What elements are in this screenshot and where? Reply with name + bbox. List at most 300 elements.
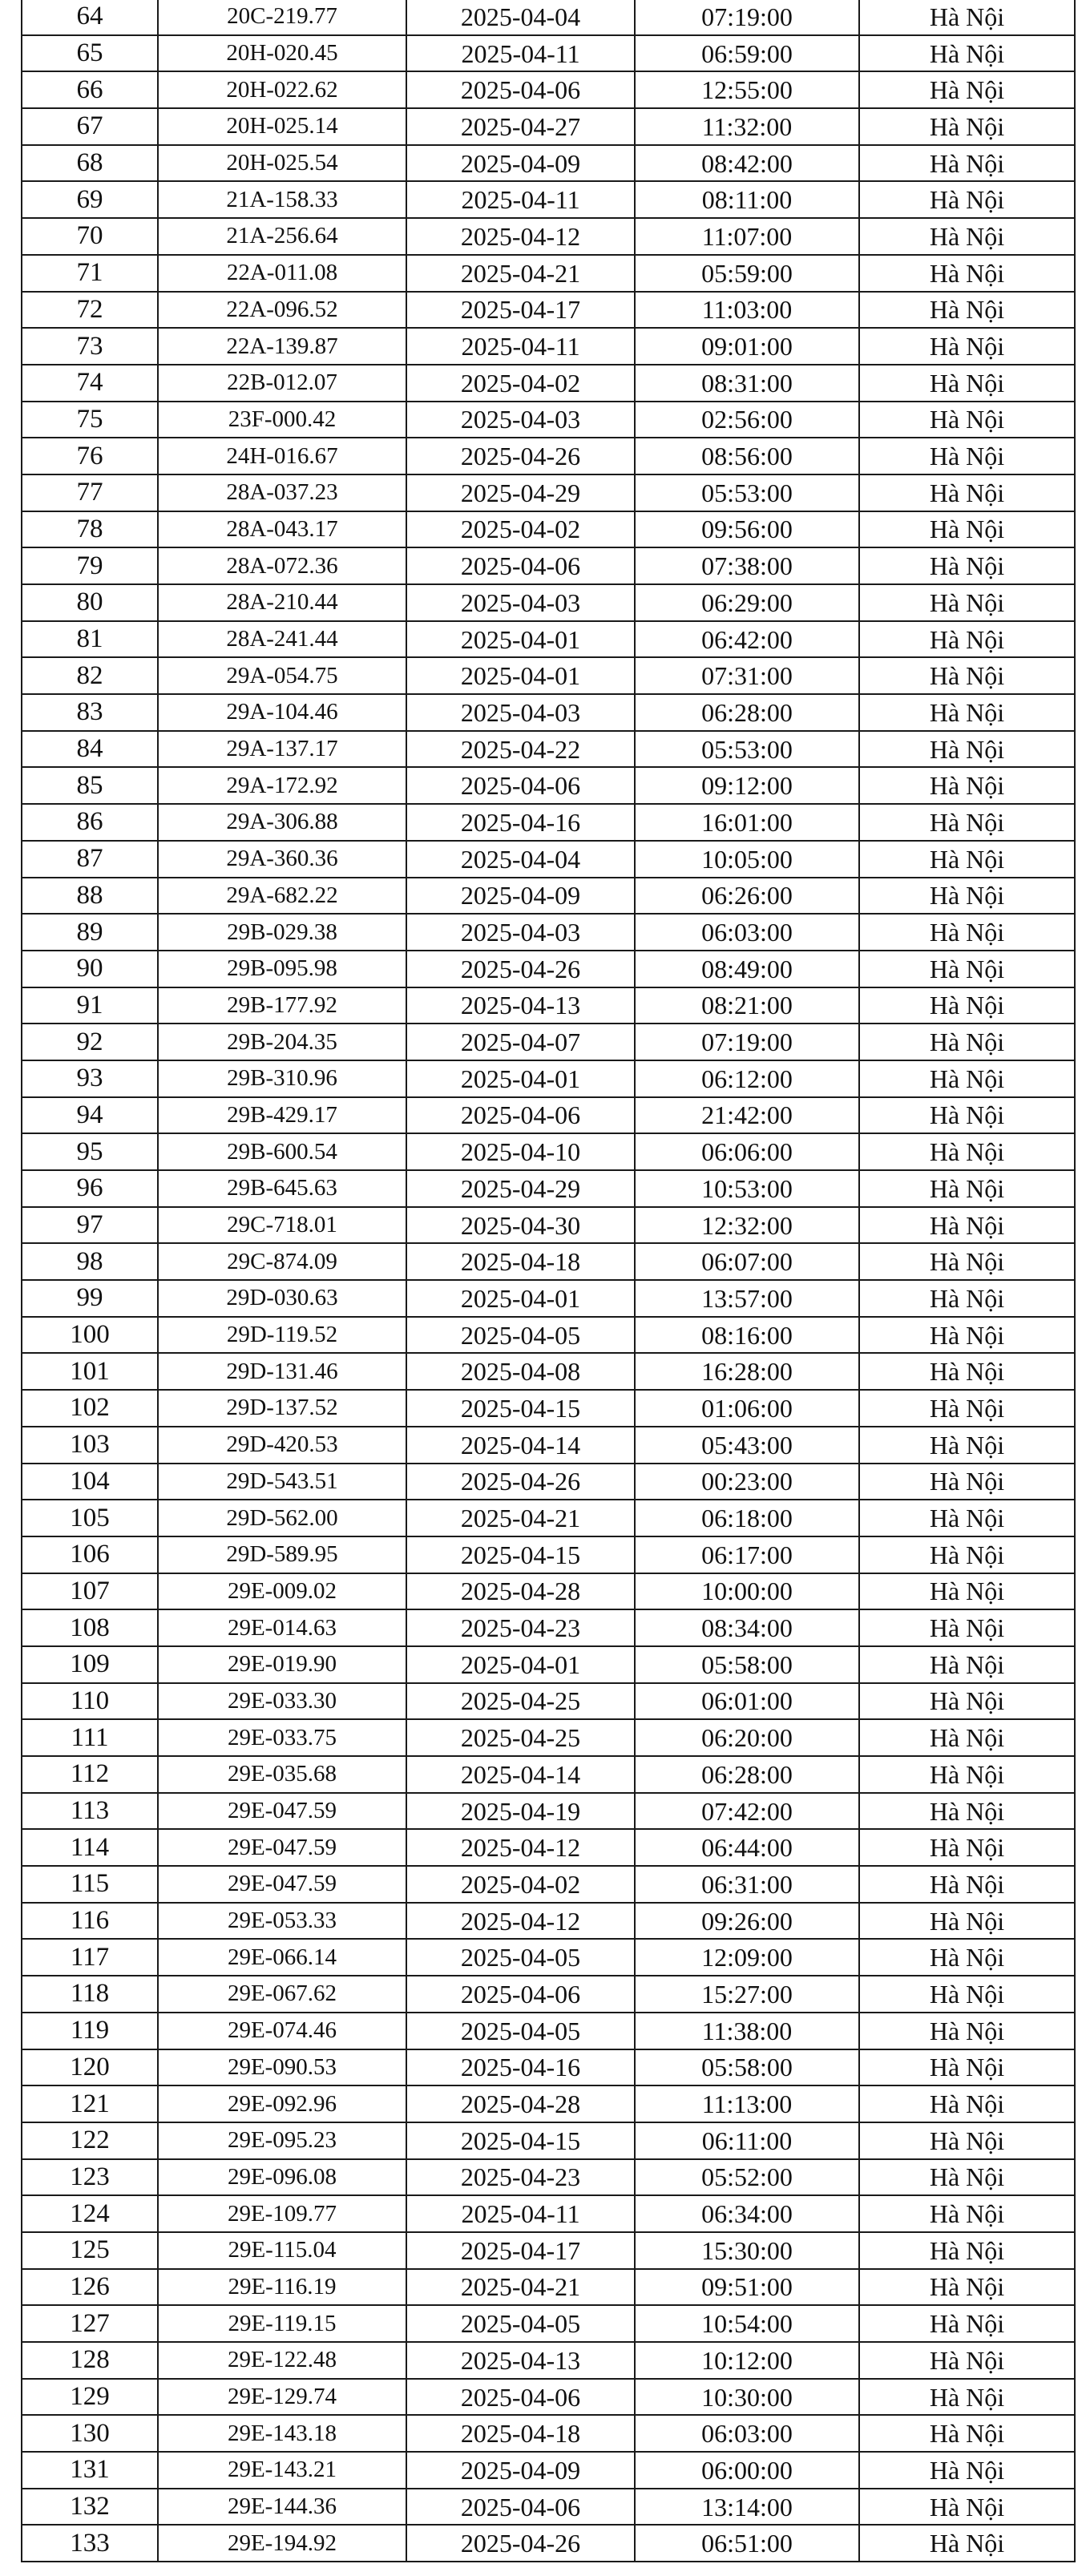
location-cell: Hà Nội (859, 2489, 1075, 2526)
date-cell: 2025-04-26 (406, 951, 635, 987)
row-number-cell: 96 (22, 1170, 158, 1207)
location-cell: Hà Nội (859, 181, 1075, 218)
license-plate-cell: 29B-429.17 (158, 1097, 406, 1134)
table-row (22, 145, 1075, 182)
table-row (22, 2159, 1075, 2196)
location-cell: Hà Nội (859, 1829, 1075, 1866)
date-cell: 2025-04-08 (406, 1353, 635, 1390)
table-row (22, 1976, 1075, 2013)
row-number-cell: 129 (22, 2379, 158, 2416)
date-cell: 2025-04-10 (406, 1133, 635, 1170)
row-number-cell: 102 (22, 1390, 158, 1427)
date-cell: 2025-04-05 (406, 1939, 635, 1976)
time-cell: 10:53:00 (635, 1170, 859, 1207)
row-number-cell: 97 (22, 1207, 158, 1244)
location-cell: Hà Nội (859, 0, 1075, 35)
location-cell: Hà Nội (859, 1683, 1075, 1720)
license-plate-cell: 29E-090.53 (158, 2049, 406, 2086)
time-cell: 15:30:00 (635, 2232, 859, 2269)
table-row (22, 218, 1075, 255)
location-cell: Hà Nội (859, 2013, 1075, 2049)
table-row (22, 402, 1075, 438)
date-cell: 2025-04-03 (406, 694, 635, 731)
location-cell: Hà Nội (859, 108, 1075, 145)
license-plate-cell: 29E-143.21 (158, 2452, 406, 2489)
license-plate-cell: 29B-600.54 (158, 1133, 406, 1170)
row-number-cell: 74 (22, 365, 158, 402)
time-cell: 13:57:00 (635, 1280, 859, 1317)
date-cell: 2025-04-11 (406, 2195, 635, 2232)
row-number-cell: 95 (22, 1133, 158, 1170)
time-cell: 05:58:00 (635, 2049, 859, 2086)
license-plate-cell: 29E-033.75 (158, 1719, 406, 1756)
date-cell: 2025-04-17 (406, 292, 635, 329)
location-cell: Hà Nội (859, 255, 1075, 292)
time-cell: 12:09:00 (635, 1939, 859, 1976)
location-cell: Hà Nội (859, 1353, 1075, 1390)
time-cell: 09:26:00 (635, 1903, 859, 1940)
location-cell: Hà Nội (859, 2269, 1075, 2306)
date-cell: 2025-04-01 (406, 1646, 635, 1683)
license-plate-cell: 29D-137.52 (158, 1390, 406, 1427)
license-plate-cell: 29B-177.92 (158, 987, 406, 1024)
time-cell: 07:38:00 (635, 547, 859, 584)
row-number-cell: 80 (22, 584, 158, 621)
location-cell: Hà Nội (859, 841, 1075, 878)
license-plate-cell: 29E-074.46 (158, 2013, 406, 2049)
table-row (22, 255, 1075, 292)
license-plate-cell: 28A-241.44 (158, 621, 406, 658)
table-row (22, 731, 1075, 768)
time-cell: 06:17:00 (635, 1536, 859, 1573)
time-cell: 10:30:00 (635, 2379, 859, 2416)
date-cell: 2025-04-15 (406, 1390, 635, 1427)
date-cell: 2025-04-21 (406, 2269, 635, 2306)
row-number-cell: 77 (22, 474, 158, 511)
time-cell: 06:28:00 (635, 1756, 859, 1793)
location-cell: Hà Nội (859, 1903, 1075, 1940)
license-plate-cell: 29A-172.92 (158, 767, 406, 804)
table-row (22, 181, 1075, 218)
license-plate-cell: 29E-144.36 (158, 2489, 406, 2526)
date-cell: 2025-04-02 (406, 1866, 635, 1903)
location-cell: Hà Nội (859, 1060, 1075, 1097)
license-plate-cell: 29E-143.18 (158, 2415, 406, 2452)
date-cell: 2025-04-02 (406, 511, 635, 548)
date-cell: 2025-04-19 (406, 1793, 635, 1830)
table-row (22, 987, 1075, 1024)
location-cell: Hà Nội (859, 2159, 1075, 2196)
license-plate-cell: 21A-256.64 (158, 218, 406, 255)
license-plate-cell: 29E-019.90 (158, 1646, 406, 1683)
license-plate-cell: 29B-645.63 (158, 1170, 406, 1207)
table-row (22, 1317, 1075, 1354)
row-number-cell: 103 (22, 1427, 158, 1464)
table-row (22, 2415, 1075, 2452)
table-row (22, 1683, 1075, 1720)
table-row (22, 1243, 1075, 1280)
row-number-cell: 83 (22, 694, 158, 731)
table-row (22, 2489, 1075, 2526)
license-plate-cell: 29E-129.74 (158, 2379, 406, 2416)
table-row (22, 1060, 1075, 1097)
time-cell: 05:43:00 (635, 1427, 859, 1464)
location-cell: Hà Nội (859, 328, 1075, 365)
location-cell: Hà Nội (859, 584, 1075, 621)
table-row (22, 2122, 1075, 2159)
date-cell: 2025-04-11 (406, 35, 635, 72)
location-cell: Hà Nội (859, 804, 1075, 841)
row-number-cell: 84 (22, 731, 158, 768)
time-cell: 08:16:00 (635, 1317, 859, 1354)
time-cell: 06:42:00 (635, 621, 859, 658)
date-cell: 2025-04-06 (406, 2489, 635, 2526)
location-cell: Hà Nội (859, 1464, 1075, 1500)
location-cell: Hà Nội (859, 1133, 1075, 1170)
table-row (22, 1793, 1075, 1830)
table-row (22, 1609, 1075, 1646)
row-number-cell: 127 (22, 2305, 158, 2342)
location-cell: Hà Nội (859, 1793, 1075, 1830)
time-cell: 11:07:00 (635, 218, 859, 255)
license-plate-cell: 29E-067.62 (158, 1976, 406, 2013)
time-cell: 08:56:00 (635, 438, 859, 474)
date-cell: 2025-04-14 (406, 1427, 635, 1464)
license-plate-cell: 24H-016.67 (158, 438, 406, 474)
date-cell: 2025-04-25 (406, 1719, 635, 1756)
row-number-cell: 109 (22, 1646, 158, 1683)
table-row (22, 474, 1075, 511)
row-number-cell: 125 (22, 2232, 158, 2269)
date-cell: 2025-04-14 (406, 1756, 635, 1793)
location-cell: Hà Nội (859, 1170, 1075, 1207)
location-cell: Hà Nội (859, 2342, 1075, 2379)
row-number-cell: 100 (22, 1317, 158, 1354)
license-plate-cell: 29E-122.48 (158, 2342, 406, 2379)
table-row (22, 0, 1075, 35)
row-number-cell: 113 (22, 1793, 158, 1830)
location-cell: Hà Nội (859, 35, 1075, 72)
location-cell: Hà Nội (859, 1024, 1075, 1060)
table-row (22, 1500, 1075, 1536)
row-number-cell: 116 (22, 1903, 158, 1940)
location-cell: Hà Nội (859, 694, 1075, 731)
date-cell: 2025-04-23 (406, 1609, 635, 1646)
location-cell: Hà Nội (859, 2049, 1075, 2086)
location-cell: Hà Nội (859, 951, 1075, 987)
date-cell: 2025-04-06 (406, 547, 635, 584)
location-cell: Hà Nội (859, 621, 1075, 658)
location-cell: Hà Nội (859, 1243, 1075, 1280)
location-cell: Hà Nội (859, 657, 1075, 694)
time-cell: 06:29:00 (635, 584, 859, 621)
license-plate-cell: 22A-096.52 (158, 292, 406, 329)
license-plate-cell: 29D-420.53 (158, 1427, 406, 1464)
date-cell: 2025-04-16 (406, 804, 635, 841)
time-cell: 11:13:00 (635, 2085, 859, 2122)
time-cell: 21:42:00 (635, 1097, 859, 1134)
license-plate-cell: 29E-066.14 (158, 1939, 406, 1976)
row-number-cell: 132 (22, 2489, 158, 2526)
row-number-cell: 111 (22, 1719, 158, 1756)
license-plate-cell: 29D-589.95 (158, 1536, 406, 1573)
table-row (22, 1903, 1075, 1940)
time-cell: 06:26:00 (635, 878, 859, 915)
license-plate-cell: 21A-158.33 (158, 181, 406, 218)
license-plate-cell: 29A-137.17 (158, 731, 406, 768)
table-row (22, 2379, 1075, 2416)
license-plate-cell: 22A-139.87 (158, 328, 406, 365)
date-cell: 2025-04-07 (406, 1024, 635, 1060)
date-cell: 2025-04-12 (406, 1829, 635, 1866)
date-cell: 2025-04-04 (406, 841, 635, 878)
date-cell: 2025-04-28 (406, 1573, 635, 1610)
location-cell: Hà Nội (859, 145, 1075, 182)
table-row (22, 1756, 1075, 1793)
time-cell: 06:06:00 (635, 1133, 859, 1170)
table-row (22, 1427, 1075, 1464)
row-number-cell: 131 (22, 2452, 158, 2489)
date-cell: 2025-04-17 (406, 2232, 635, 2269)
date-cell: 2025-04-29 (406, 474, 635, 511)
table-row (22, 914, 1075, 951)
license-plate-cell: 29E-119.15 (158, 2305, 406, 2342)
table-row (22, 694, 1075, 731)
license-plate-cell: 29A-054.75 (158, 657, 406, 694)
location-cell: Hà Nội (859, 1719, 1075, 1756)
row-number-cell: 68 (22, 145, 158, 182)
time-cell: 09:12:00 (635, 767, 859, 804)
row-number-cell: 128 (22, 2342, 158, 2379)
license-plate-cell: 20C-219.77 (158, 0, 406, 35)
row-number-cell: 90 (22, 951, 158, 987)
row-number-cell: 130 (22, 2415, 158, 2452)
row-number-cell: 108 (22, 1609, 158, 1646)
license-plate-cell: 23F-000.42 (158, 402, 406, 438)
time-cell: 13:14:00 (635, 2489, 859, 2526)
location-cell: Hà Nội (859, 71, 1075, 108)
table-row (22, 1207, 1075, 1244)
table-row (22, 1390, 1075, 1427)
table-row (22, 71, 1075, 108)
license-plate-cell: 29D-030.63 (158, 1280, 406, 1317)
table-row (22, 2085, 1075, 2122)
license-plate-cell: 28A-072.36 (158, 547, 406, 584)
date-cell: 2025-04-06 (406, 767, 635, 804)
license-plate-cell: 20H-025.14 (158, 108, 406, 145)
date-cell: 2025-04-27 (406, 108, 635, 145)
date-cell: 2025-04-30 (406, 1207, 635, 1244)
row-number-cell: 114 (22, 1829, 158, 1866)
row-number-cell: 120 (22, 2049, 158, 2086)
license-plate-cell: 29B-095.98 (158, 951, 406, 987)
row-number-cell: 82 (22, 657, 158, 694)
date-cell: 2025-04-06 (406, 71, 635, 108)
row-number-cell: 119 (22, 2013, 158, 2049)
time-cell: 09:56:00 (635, 511, 859, 548)
date-cell: 2025-04-01 (406, 1060, 635, 1097)
row-number-cell: 89 (22, 914, 158, 951)
date-cell: 2025-04-06 (406, 1976, 635, 2013)
location-cell: Hà Nội (859, 438, 1075, 474)
row-number-cell: 76 (22, 438, 158, 474)
license-plate-cell: 29E-109.77 (158, 2195, 406, 2232)
table-row (22, 547, 1075, 584)
date-cell: 2025-04-01 (406, 621, 635, 658)
location-cell: Hà Nội (859, 292, 1075, 329)
date-cell: 2025-04-18 (406, 1243, 635, 1280)
row-number-cell: 70 (22, 218, 158, 255)
location-cell: Hà Nội (859, 1609, 1075, 1646)
date-cell: 2025-04-09 (406, 2452, 635, 2489)
time-cell: 08:34:00 (635, 1609, 859, 1646)
time-cell: 06:01:00 (635, 1683, 859, 1720)
location-cell: Hà Nội (859, 767, 1075, 804)
date-cell: 2025-04-15 (406, 2122, 635, 2159)
row-number-cell: 72 (22, 292, 158, 329)
row-number-cell: 69 (22, 181, 158, 218)
license-plate-cell: 29B-204.35 (158, 1024, 406, 1060)
row-number-cell: 73 (22, 328, 158, 365)
location-cell: Hà Nội (859, 2232, 1075, 2269)
location-cell: Hà Nội (859, 1097, 1075, 1134)
date-cell: 2025-04-11 (406, 181, 635, 218)
time-cell: 09:01:00 (635, 328, 859, 365)
date-cell: 2025-04-01 (406, 1280, 635, 1317)
location-cell: Hà Nội (859, 1536, 1075, 1573)
license-plate-cell: 29E-047.59 (158, 1829, 406, 1866)
time-cell: 06:11:00 (635, 2122, 859, 2159)
table-row (22, 328, 1075, 365)
row-number-cell: 79 (22, 547, 158, 584)
date-cell: 2025-04-26 (406, 2525, 635, 2562)
time-cell: 09:51:00 (635, 2269, 859, 2306)
location-cell: Hà Nội (859, 2379, 1075, 2416)
row-number-cell: 67 (22, 108, 158, 145)
time-cell: 15:27:00 (635, 1976, 859, 2013)
row-number-cell: 98 (22, 1243, 158, 1280)
table-row (22, 365, 1075, 402)
time-cell: 06:20:00 (635, 1719, 859, 1756)
location-cell: Hà Nội (859, 878, 1075, 915)
date-cell: 2025-04-09 (406, 878, 635, 915)
license-plate-cell: 29E-053.33 (158, 1903, 406, 1940)
table-row (22, 1097, 1075, 1134)
row-number-cell: 107 (22, 1573, 158, 1610)
date-cell: 2025-04-05 (406, 1317, 635, 1354)
row-number-cell: 126 (22, 2269, 158, 2306)
date-cell: 2025-04-06 (406, 2379, 635, 2416)
date-cell: 2025-04-05 (406, 2013, 635, 2049)
row-number-cell: 101 (22, 1353, 158, 1390)
row-number-cell: 112 (22, 1756, 158, 1793)
license-plate-cell: 29B-029.38 (158, 914, 406, 951)
time-cell: 06:00:00 (635, 2452, 859, 2489)
date-cell: 2025-04-06 (406, 1097, 635, 1134)
table-row (22, 584, 1075, 621)
row-number-cell: 85 (22, 767, 158, 804)
license-plate-cell: 29E-035.68 (158, 1756, 406, 1793)
license-plate-cell: 28A-043.17 (158, 511, 406, 548)
row-number-cell: 99 (22, 1280, 158, 1317)
row-number-cell: 66 (22, 71, 158, 108)
row-number-cell: 86 (22, 804, 158, 841)
row-number-cell: 118 (22, 1976, 158, 2013)
date-cell: 2025-04-18 (406, 2415, 635, 2452)
license-plate-cell: 29D-131.46 (158, 1353, 406, 1390)
table-row (22, 2305, 1075, 2342)
time-cell: 11:03:00 (635, 292, 859, 329)
table-row (22, 1024, 1075, 1060)
location-cell: Hà Nội (859, 511, 1075, 548)
row-number-cell: 65 (22, 35, 158, 72)
time-cell: 06:12:00 (635, 1060, 859, 1097)
row-number-cell: 93 (22, 1060, 158, 1097)
date-cell: 2025-04-29 (406, 1170, 635, 1207)
time-cell: 06:51:00 (635, 2525, 859, 2562)
time-cell: 08:11:00 (635, 181, 859, 218)
time-cell: 06:31:00 (635, 1866, 859, 1903)
table-row (22, 1170, 1075, 1207)
table-row (22, 1133, 1075, 1170)
time-cell: 05:59:00 (635, 255, 859, 292)
table-row (22, 767, 1075, 804)
table-row (22, 1353, 1075, 1390)
license-plate-cell: 29E-033.30 (158, 1683, 406, 1720)
row-number-cell: 87 (22, 841, 158, 878)
location-cell: Hà Nội (859, 1646, 1075, 1683)
time-cell: 06:34:00 (635, 2195, 859, 2232)
time-cell: 07:31:00 (635, 657, 859, 694)
location-cell: Hà Nội (859, 1756, 1075, 1793)
license-plate-cell: 28A-037.23 (158, 474, 406, 511)
location-cell: Hà Nội (859, 2452, 1075, 2489)
date-cell: 2025-04-26 (406, 438, 635, 474)
date-cell: 2025-04-21 (406, 255, 635, 292)
date-cell: 2025-04-03 (406, 584, 635, 621)
date-cell: 2025-04-12 (406, 1903, 635, 1940)
location-cell: Hà Nội (859, 1317, 1075, 1354)
time-cell: 02:56:00 (635, 402, 859, 438)
license-plate-cell: 29E-194.92 (158, 2525, 406, 2562)
time-cell: 06:59:00 (635, 35, 859, 72)
license-plate-cell: 29E-014.63 (158, 1609, 406, 1646)
date-cell: 2025-04-15 (406, 1536, 635, 1573)
row-number-cell: 104 (22, 1464, 158, 1500)
date-cell: 2025-04-05 (406, 2305, 635, 2342)
row-number-cell: 133 (22, 2525, 158, 2562)
time-cell: 05:52:00 (635, 2159, 859, 2196)
date-cell: 2025-04-25 (406, 1683, 635, 1720)
date-cell: 2025-04-12 (406, 218, 635, 255)
table-row (22, 2342, 1075, 2379)
table-row (22, 2525, 1075, 2562)
license-plate-cell: 29C-874.09 (158, 1243, 406, 1280)
time-cell: 08:21:00 (635, 987, 859, 1024)
location-cell: Hà Nội (859, 218, 1075, 255)
location-cell: Hà Nội (859, 2085, 1075, 2122)
time-cell: 10:12:00 (635, 2342, 859, 2379)
location-cell: Hà Nội (859, 1390, 1075, 1427)
time-cell: 06:28:00 (635, 694, 859, 731)
license-plate-cell: 22B-012.07 (158, 365, 406, 402)
row-number-cell: 106 (22, 1536, 158, 1573)
row-number-cell: 105 (22, 1500, 158, 1536)
location-cell: Hà Nội (859, 1207, 1075, 1244)
location-cell: Hà Nội (859, 2525, 1075, 2562)
row-number-cell: 94 (22, 1097, 158, 1134)
date-cell: 2025-04-01 (406, 657, 635, 694)
